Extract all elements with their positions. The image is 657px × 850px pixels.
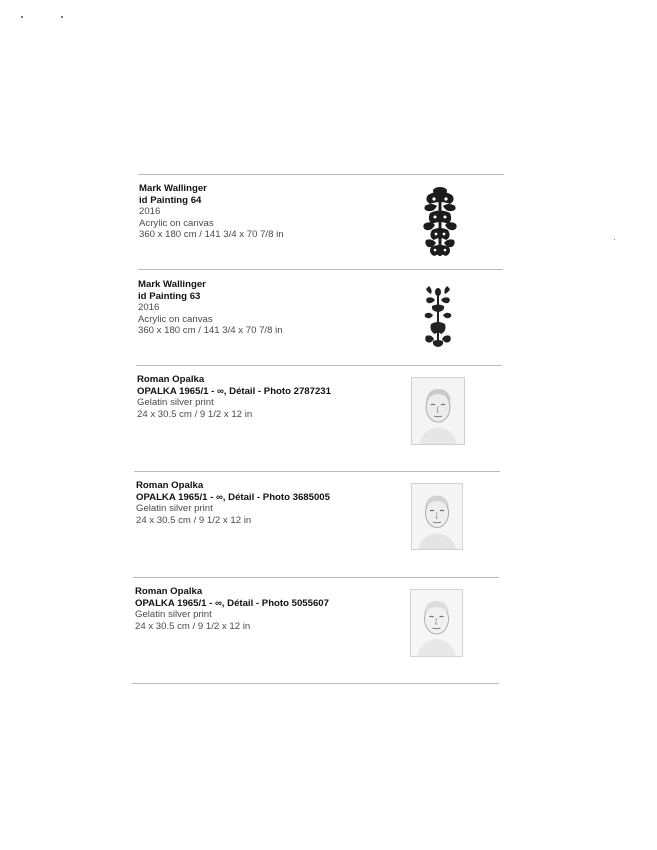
- artwork-title: OPALKA 1965/1 - ∞, Détail - Photo 2787231: [137, 385, 331, 397]
- artwork-title: OPALKA 1965/1 - ∞, Détail - Photo 3685005: [136, 491, 330, 503]
- divider-rule: [133, 577, 499, 578]
- artwork-dimensions: 360 x 180 cm / 141 3/4 x 70 7/8 in: [138, 325, 283, 337]
- portrait-photo-thumbnail: [411, 377, 465, 445]
- artwork-entry: [136, 480, 330, 526]
- artwork-entry: [139, 183, 284, 241]
- artwork-dimensions: 24 x 30.5 cm / 9 1/2 x 12 in: [135, 620, 251, 632]
- artist-name: Roman Opalka: [137, 374, 205, 385]
- artwork-dimensions: 360 x 180 cm / 141 3/4 x 70 7/8 in: [139, 229, 284, 241]
- artwork-medium: Gelatin silver print: [136, 503, 213, 515]
- artwork-title: id Painting 64: [139, 194, 202, 206]
- artist-name: Roman Opalka: [136, 480, 204, 491]
- artwork-dimensions: 24 x 30.5 cm / 9 1/2 x 12 in: [136, 514, 252, 526]
- artwork-medium: Acrylic on canvas: [138, 313, 213, 325]
- artwork-entry: [138, 279, 283, 337]
- divider-rule: [132, 683, 499, 684]
- artwork-medium: Gelatin silver print: [137, 397, 214, 409]
- portrait-photo-thumbnail: [411, 483, 463, 550]
- artwork-entry: [135, 586, 329, 632]
- artist-name: Mark Wallinger: [138, 279, 206, 290]
- scan-speck: [614, 239, 615, 240]
- scan-speck: [21, 16, 23, 18]
- inkblot-painting-thumbnail: [422, 186, 458, 258]
- artwork-entry: [137, 374, 331, 420]
- scan-speck: [61, 16, 63, 18]
- artist-name: Roman Opalka: [135, 586, 203, 597]
- artwork-year: 2016: [139, 206, 161, 218]
- artwork-medium: Gelatin silver print: [135, 609, 212, 621]
- artwork-dimensions: 24 x 30.5 cm / 9 1/2 x 12 in: [137, 408, 253, 420]
- artwork-title: id Painting 63: [138, 290, 201, 302]
- artwork-title: OPALKA 1965/1 - ∞, Détail - Photo 5055607: [135, 597, 329, 609]
- divider-rule: [138, 174, 504, 175]
- artist-name: Mark Wallinger: [139, 183, 207, 194]
- artwork-medium: Acrylic on canvas: [139, 217, 214, 229]
- portrait-photo-thumbnail: [410, 589, 463, 657]
- divider-rule: [136, 365, 502, 366]
- divider-rule: [134, 471, 500, 472]
- artwork-year: 2016: [138, 302, 160, 314]
- inkblot-painting-thumbnail: [423, 284, 453, 348]
- divider-rule: [138, 269, 503, 270]
